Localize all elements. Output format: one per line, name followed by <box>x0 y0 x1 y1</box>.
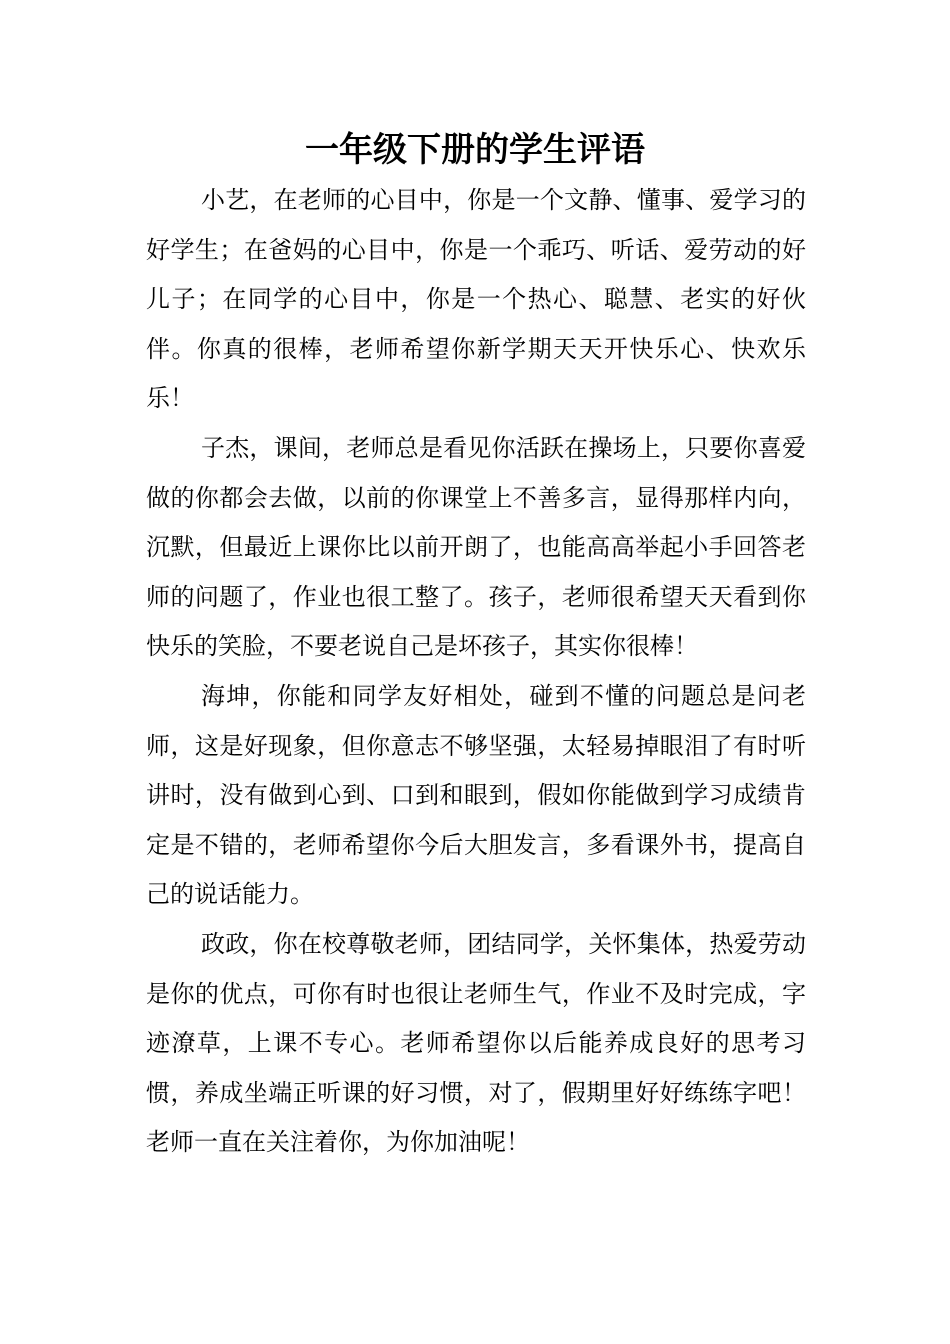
document-body <box>146 176 806 1168</box>
comment-paragraph-zijie: 子杰，课间，老师总是看见你活跃在操场上，只要你喜爱做的你都会去做，以前的你课堂上不善多言，显得那样内向，沉默，但最近上课你比以前开朗了，也能高高举起小手回答老师的问题了，作业也很工整了。孩子，老师很希望天天看到你快乐的笑脸，不要老说自己是坏孩子，其实你很棒！ <box>146 433 806 661</box>
document-title: 一年级下册的学生评语 <box>305 130 645 170</box>
comment-paragraph-zhengzheng: 政政，你在校尊敬老师，团结同学，关怀集体，热爱劳动是你的优点，可你有时也很让老师生气，作业不及时完成，字迹潦草，上课不专心。老师希望你以后能养成良好的思考习惯，养成坐端正听课的好习惯，对了，假期里好好练练字吧！老师一直在关注着你，为你加油呢！ <box>146 929 806 1157</box>
comment-paragraph-haikun: 海坤，你能和同学友好相处，碰到不懂的问题总是问老师，这是好现象，但你意志不够坚强，太轻易掉眼泪了有时听讲时，没有做到心到、口到和眼到，假如你能做到学习成绩肯定是不错的，老师希望你今后大胆发言，多看课外书，提高自己的说话能力。 <box>146 681 806 909</box>
comment-paragraph-xiaoyi: 小艺，在老师的心目中，你是一个文静、懂事、爱学习的好学生；在爸妈的心目中，你是一个乖巧、听话、爱劳动的好儿子；在同学的心目中，你是一个热心、聪慧、老实的好伙伴。你真的很棒，老师希望你新学期天天开快乐心、快欢乐乐！ <box>146 186 806 413</box>
